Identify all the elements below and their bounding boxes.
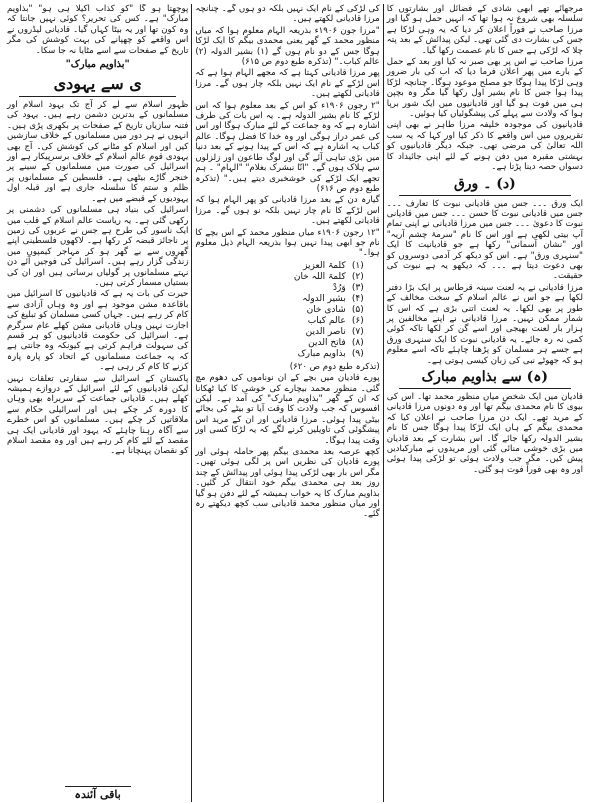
paragraph: ایک ورق ۔۔۔ جس میں قادیانی نبوت کا تعارف ۔۔۔ جس میں قادیانی نبوت کا حسن ۔۔۔ جس میں قادیانی نبوت کا دعویٰ ۔۔۔ جس میں مرزا قادیانی نے اپنی تمام آپ بیتی لکھی ہے اور اس کا نام "سرمۂ چشم آریہ" اور "نشان آسمانی" رکھا ہے جو قادیانیت کا ایک "سنہری ورق" ہے۔ اس کو دیکھ کر آدمی دوسروں کو بھی دعوت دیتا ہے ۔۔۔ کہ دیکھو یہ ہے نبوت کی حقیقت۔ [386,198,583,282]
column-middle [192,4,382,802]
list-item: (۹) بذاویم مبارک [297,348,364,359]
column-left [4,4,191,802]
list-item: (۲) کلمۃ اللہ خان [293,271,364,282]
quote: "۱۲ رجون ۱۹۰۶ء میاں منظور محمد کے اس بچے کا نام جو ابھی پیدا نہیں ہوا بذریعہ الہام ذیل معلوم ہوا۔" [195,227,380,259]
paragraph: مرزا صاحب نے اس پر بھی صبر نہ کیا اور بعد کے حمل کے بارے میں پھر اعلان فرما دیا کہ اب کی بار ضرور وہی لڑکا پیدا ہوگا جو مصلح موعود ہوگا۔ چنانچہ لڑکا پیدا ہوا جس کا نام بشیر اول رکھا گیا مگر وہ بچپن ہی میں فوت ہو گیا اور قادیانیوں میں ایک شور برپا ہوا کہ ولادت سے پہلے کی پیشگوئیاں کیا ہوئیں۔ [386,57,583,120]
list-item: (۷) ناصر الدین [305,326,364,337]
paragraph: پورے قادیان میں بچے کے ان نوناموں کی دھوم مچ گئی۔ منظور محمد بیچارے کی خوشی کا کیا ٹھکانا کہ ان کے گھر "بذاویم مبارک" کی آمد ہے۔ لیکن افسوس کہ جب ولادت کا وقت آیا تو بیٹے کی بجائے بیٹی پیدا ہوئی۔ مرزا قادیانی اور ان کے مرید اس پیشگوئی کی تاویلیں کرنے لگے کہ یہ لڑکا کسی اور وقت پیدا ہوگا۔ [195,373,380,446]
list-item: (۵) شادی خان [306,304,364,315]
continued-label: باقی آئندہ [4,790,191,800]
quote: "۲ رجون ۱۹۰۶ء کو اس کے بعد معلوم ہوا کہ اس لڑکے کا نام بشیر الدولہ ہے۔ یہ اس بات کی طرف اشارہ ہے کہ وہ جماعت کے لئے مبارک ہوگا اور اس کی عمر دراز ہوگی اور وہ خدا کا فضل ہوگا۔ عالم کباب یہ اشارہ ہے کہ اس کے پیدا ہونے کے بعد دنیا میں بڑی تباہی آئے گی اور لوگ طاعون اور زلزلوں سے ہلاک ہوں گے۔ "انّا نبشرک بغلام" "الہام" ۔ ہم تجھے ایک لڑکے کی خوشخبری دیتے ہیں۔" (تذکرہ طبع دوم ص ۶۱۶) [195,100,380,194]
section-subheading: "بذاویم مبارک" [65,59,130,71]
list-item: (۸) فاتح الدین [308,337,364,348]
names-list [195,261,379,360]
paragraph: پھر مرزا قادیانی کہتا ہے کہ مجھے الہام ہوا ہے کہ اس لڑکے کے نام ایک نہیں بلکہ چار ہوں گے۔ مرزا قادیانی لکھتے ہیں۔ [195,68,380,100]
list-item: (۱) کلمۃ العزیز [303,260,364,271]
heading-rule [19,96,176,97]
paragraph: پاکستان کے اسرائیل سے سفارتی تعلقات نہیں لیکن قادیانیوں کے لئے اسرائیل کے دروازے ہمیشہ کھلے ہیں۔ قادیانی جماعت کے سربراہ بھی وہاں کا دورہ کر چکے ہیں اور اسرائیلی حکام سے ملاقاتیں کر چکے ہیں۔ مسلمانوں کو اس خطرے سے آگاہ رہنا چاہئے کہ یہود اور قادیانی ایک ہی مقصد کے لئے کام کر رہے ہیں اور وہ مقصد اسلام کو نقصان پہنچانا ہے۔ [7,373,189,457]
quote: "مرزا جون ۱۹۰۶ء بذریعہ الہام معلوم ہوا کہ میاں منظور محمد کے گھر یعنی محمدی بیگم کا ایک لڑکا ہوگا جس کے دو نام ہوں گے (۱) بشیر الدولہ (۲) عالم کباب۔" (تذکرہ طبع دوم ص ۶۱۵) [195,25,380,68]
paragraph: اسرائیل کی بنیاد ہی مسلمانوں کی دشمنی پر رکھی گئی ہے۔ یہ ریاست عالم اسلام کے قلب میں ایک ناسور کی طرح ہے جس نے عربوں کی زمین پر ناجائز قبضہ کر رکھا ہے۔ لاکھوں فلسطینی اپنے گھروں سے بے گھر ہو کر مہاجر کیمپوں میں زندگی گزار رہے ہیں۔ اسرائیل کی فوجیں آئے دن نہتے مسلمانوں پر گولیاں برساتی ہیں اور ان کی بستیاں مسمار کرتی ہیں۔ [7,205,189,288]
list-item: (۴) بشیر الدولہ [302,293,364,304]
paragraph: پوچھتا ہو گا "کو کذاب اکیلا ہی ہو" "بذاویم مبارک" ہے۔ کس کی تحریر؟ کوئی نہیں جانتا کہ وہ کون تھا اور یہ بیٹا کہاں گیا۔ قادیانی لیڈروں نے اس واقعے کو چھپانے کی بہت کوشش کی مگر تاریخ کے صفحات سے اسے مٹایا نہ جا سکا۔ [7,4,189,56]
column-right [384,4,586,802]
paragraph: حیرت کی بات یہ ہے کہ قادیانیوں کا اسرائیل میں باقاعدہ مشن موجود ہے اور وہ وہاں آزادی سے کام کر رہے ہیں۔ جہاں کسی مسلمان کو تبلیغ کی اجازت نہیں وہاں قادیانی مشن کھلے عام سرگرم ہے۔ اسرائیل کی حکومت قادیانیوں کو ہر قسم کی سہولت فراہم کرتی ہے کیونکہ وہ جانتی ہے کہ یہ جماعت مسلمانوں کے اتحاد کو پارہ پارہ کرنے کا کام کر رہی ہے۔ [7,289,189,373]
heading-rule [399,388,571,389]
paragraph: گیارہ دن کے بعد مرزا قادیانی کو پھر الہام ہوا کہ اس لڑکے کا نام چار نہیں بلکہ نو ہوں گے۔ مرزا قادیانی لکھتے ہیں۔ [195,195,380,227]
heading-rule [399,195,571,196]
paragraph: قادیان میں ایک شخص میاں منظور محمد تھا۔ اس کی بیوی کا نام محمدی بیگم تھا اور وہ دونوں مرزا قادیانی کے مرید تھے۔ ایک دن مرزا صاحب نے اعلان کیا کہ محمدی بیگم کے ہاں ایک لڑکا پیدا ہوگا جس کا نام بشیر الدولہ رکھا جائے گا۔ اس بشارت کے بعد قادیان میں بڑی خوشی منائی گئی اور مریدوں نے مبارکبادیں پیش کیں۔ مگر جب ولادت ہوئی تو لڑکی پیدا ہوئی اور وہ بھی فوراً فوت ہو گئی۔ [386,392,583,475]
section-heading-d: (د) ۔ ورق [453,175,516,192]
paragraph: ظہور اسلام سے لے کر آج تک یہود اسلام اور مسلمانوں کے بدترین دشمن رہے ہیں۔ یہود کی فتنہ سازیاں تاریخ کے صفحات پر بکھری پڑی ہیں۔ انہوں نے ہر دور میں مسلمانوں کے خلاف سازشیں کیں اور اسلام کو مٹانے کی کوشش کی۔ آج بھی یہودی قوم عالم اسلام کے خلاف برسرپیکار ہے اور اسرائیل کی صورت میں مسلمانوں کے سینے پر خنجر گاڑے بیٹھی ہے۔ فلسطین کے مسلمانوں پر ظلم و ستم کا سلسلہ جاری ہے اور قبلہ اول یہودیوں کے قبضے میں ہے۔ [7,100,189,204]
section-heading-h: (ہ) سے بذاویم مبارک [421,369,549,385]
columns [4,4,586,802]
list-item: (۶) عالم کباب [307,315,364,326]
paragraph: کچھ عرصہ بعد محمدی بیگم پھر حاملہ ہوئی اور پورے قادیان کی نظریں اس پر لگی ہوئی تھیں۔ مگر اس بار بھی لڑکی پیدا ہوئی اور پیدائش کے چند روز بعد ہی محمدی بیگم خود انتقال کر گئیں۔ بذاویم مبارک کا یہ خواب ہمیشہ کے لئے دفن ہو گیا اور میاں منظور محمد قادیانی سب کچھ دیکھتے رہ گئے۔ [195,447,380,520]
paragraph: مرجھائے تھے ابھی شادی کے فضائل اور بشارتوں کا سلسلہ بھی شروع نہ ہوا تھا کہ انہیں حمل ہو گیا اور مرزا صاحب نے فوراً اعلان کر دیا کہ یہ وہی لڑکا ہے جس کی بشارت دی گئی تھی۔ لیکن پیدائش کے بعد پتہ چلا کہ لڑکی ہے جس کا نام عصمت رکھا گیا۔ [386,4,583,56]
list-item: (۳) وَرُدْ [333,282,364,293]
reference: (تذکرہ طبع دوم ص ۶۲۰) [289,361,380,372]
section-heading-y: ی سے یہودی [53,74,142,94]
paragraph: کی لڑکی کے نام ایک نہیں بلکہ دو ہوں گے۔ چنانچہ مرزا قادیانی لکھتے ہیں۔ [195,4,380,25]
paragraph: قادیانیوں کی موجودہ خلیفہ مرزا طاہر نے بھی اپنی تقریروں میں اس واقعے کا ذکر کیا اور کہا کہ یہ سب اللہ تعالیٰ کی مرضی تھی۔ جبکہ دیگر قادیانیوں کو بہشتی مقبرہ میں دفن ہونے کے لئے اپنی جائیداد کا دسواں حصہ دینا پڑتا ہے۔ [386,120,583,173]
paragraph: مرزا قادیانی نے یہ لعنت سینہ قرطاس پر ایک بڑا دفتر لکھا ہے جو اس نے عالم اسلام کے سخت مخالف کے طور پر بھی لکھا۔ یہ لعنت اتنی بڑی ہے کہ اس کا شمار ممکن نہیں۔ مرزا قادیانی نے اپنے مخالفین پر ہزار بار لعنت بھیجی اور اسے گن کر لکھا تاکہ کوئی کمی نہ رہ جائے۔ یہ قادیانی نبوت کا ایک سنہری ورق ہے جسے ہر مسلمان کو پڑھنا چاہئے تاکہ اسے معلوم ہو کہ جھوٹے نبی کی زبان کیسی ہوتی ہے۔ [386,282,583,366]
